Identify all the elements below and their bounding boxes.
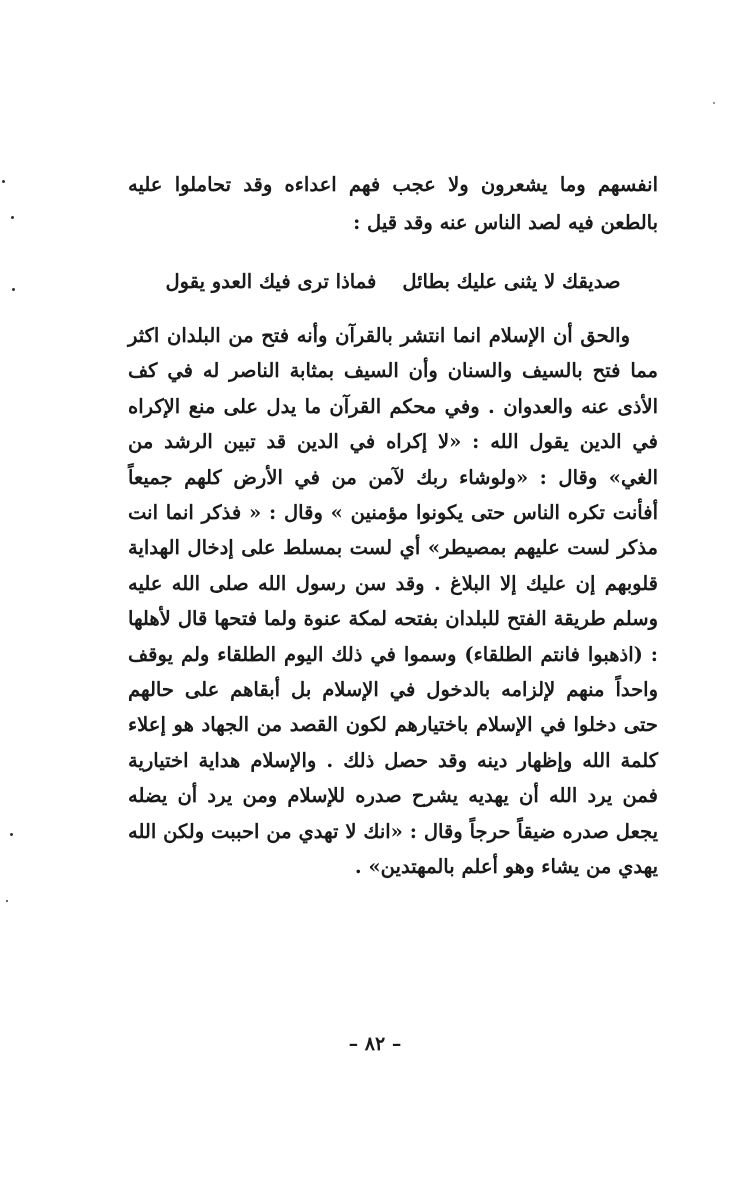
- verse-hemistich-left: فماذا ترى فيك العدو يقول: [165, 270, 377, 293]
- scan-speck: [713, 102, 715, 104]
- scan-speck: [2, 180, 5, 183]
- scan-speck: [11, 216, 14, 219]
- scan-speck: [12, 288, 15, 291]
- verse-hemistich-right: صديقك لا يثنى عليك بطائل: [402, 270, 621, 293]
- scan-speck: [6, 900, 8, 902]
- main-paragraph: والحق أن الإسلام انما انتشر بالقرآن وأنه فتح من البلدان اكثر مما فتح بالسيف والسنان وأن السيف بمثابة الناصر له في كف الأذى عنه والعدوان . وفي محكم القرآن ما يدل على منع الإكراه في الدين يقول الله : «لا إكراه في الدين قد تبين الرشد من الغي» وقال : «ولوشاء ربك لآمن من في الأرض كلهم جميعاً أفأنت تكره الناس حتى يكونوا مؤمنين » وقال : « فذكر انما انت مذكر لست عليهم بمصيطر» أي لست بمسلط على إدخال الهداية قلوبهم إن عليك إلا البلاغ . وقد سن رسول الله صلى الله عليه وسلم طريقة الفتح للبلدان بفتحه لمكة عنوة ولما فتحها قال لأهلها : (اذهبوا فانتم الطلقاء) وسموا في ذلك اليوم الطلقاء ولم يوقف واحداً منهم لإلزامه بالدخول في الإسلام بل أبقاهم على حالهم حتى دخلوا في الإسلام باختيارهم لكون القصد من الجهاد هو إعلاء كلمة الله وإظهار دينه وقد حصل ذلك . والإسلام هداية اختيارية فمن يرد الله أن يهديه يشرح صدره للإسلام ومن يرد أن يضله يجعل صدره ضيقاً حرجاً وقال : «انك لا تهدي من احببت ولكن الله يهدي من يشاء وهو أعلم بالمهتدين» .: [128, 324, 658, 879]
- scan-speck: [10, 833, 13, 836]
- main-text: [128, 318, 658, 885]
- page-number: – ٨٢ –: [348, 1033, 402, 1055]
- intro-paragraph: انفسهم وما يشعرون ولا عجب فهم اعداءه وقد تحاملوا عليه بالطعن فيه لصد الناس عنه وقد قيل :: [128, 173, 658, 234]
- poetry-verse: [128, 264, 658, 300]
